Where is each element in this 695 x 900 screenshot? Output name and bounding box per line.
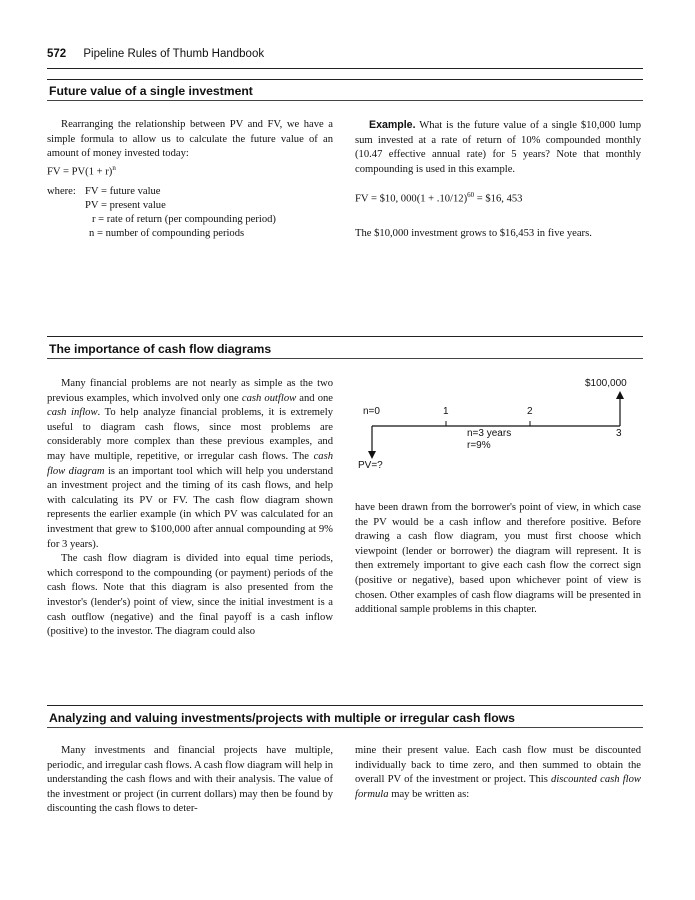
example-formula-exponent: 60 [467,191,475,199]
fv-formula-base: FV = PV(1 + r) [47,166,113,178]
section2-title: The importance of cash flow diagrams [49,342,272,356]
fv-label: $100,000 [585,378,627,389]
example-text: What is the future value of a single $10,000 lump sum invested at a rate of return of 10% compounded monthly (10.47 effective annual rate) for 5 years? Note that monthly compounding is used in this example. [355,120,641,175]
example-formula-result: = $16, 453 [474,193,523,205]
section3-paragraph-1: Many investments and financial projects have multiple, periodic, and irregular cash flows. A cash flow diagram will help in understanding the cash flows and with their analysis. The value of the investment or project (in current dollars) may then be found by discounting the cash flows to deter- [47,745,333,815]
book-title: Pipeline Rules of Thumb Handbook [83,48,265,60]
example-label: Example. [369,119,416,131]
s3p2-part-a: mine their present value. Each cash flow must be discounted individually back to time zero, and then summed to obtain the overall PV of the investment or project. This [355,745,641,786]
fv-formula-exponent: n [112,164,116,172]
section2-paragraph-1 [47,377,333,552]
example-formula-base: FV = $10, 000(1 + .10/12) [355,193,468,205]
fv-arrow-head [616,391,624,399]
section1-top-rule [47,79,643,80]
definition-fv: FV = future value [85,186,161,197]
section3-top-rule [47,705,643,706]
p1-em-cash-outflow: cash outflow [241,392,297,404]
p1-part-d: is an important tool which will help you understand an investment project and the timing of its cash flows, and help with calculating its PV or FV. The cash flow diagram shown represents the earlier example (in which PV was calculated for an investment that grew to $100,000 after annual compounding at 9% for 3 years). [47,465,333,550]
section3-left-column [47,744,333,817]
section2-paragraph-3: have been drawn from the borrower's point of view, in which case the PV would be a cash inflow and therefore positive. Before drawing a cash flow diagram, you must first choose which viewpoint (lender or borrower) the diagram will represent. It is then extremely important to give each cash flow the correct sign (positive or negative), based upon whichever point of view is chosen. Other examples of cash flow diagrams will be presented in additional sample problems in this chapter. [355,502,641,616]
p1-part-a: Many financial problems are not nearly as simple as the two previous examples, which involved only one [47,378,333,404]
cash-flow-diagram [355,373,645,473]
section3-title-rule [47,727,643,728]
fv-formula [47,164,116,178]
section3-title: Analyzing and valuing investments/projects with multiple or irregular cash flows [49,711,515,725]
page-number: 572 [47,48,67,60]
pv-label: PV=? [358,460,383,471]
definition-pv: PV = present value [85,200,166,211]
s3p2-em-formula: discounted cash flow formula [355,774,641,800]
pv-arrow-head [368,451,376,459]
n0-label: n=0 [363,406,380,417]
where-label: where: [47,186,76,197]
section1-intro-text: Rearranging the relationship between PV and FV, we have a simple formula to allow us to calculate the future value of an amount of money invested today: [47,119,333,160]
section2-top-rule [47,336,643,337]
tick-label-3: 3 [616,428,622,439]
section1-title-rule [47,100,643,101]
example-result: The $10,000 investment grows to $16,453 in five years. [355,228,592,239]
p1-em-cash-flow-diagram: cash flow diagram [47,450,333,477]
s3p2-part-b: may be written as: [388,788,470,800]
definition-r: r = rate of return (per compounding period) [92,214,276,225]
rate-label: r=9% [467,440,491,451]
tick-label-1: 1 [443,406,449,417]
p1-part-b: and one [296,392,333,404]
section1-title: Future value of a single investment [49,84,253,98]
section1-intro [47,118,333,162]
section3-right-column [355,744,641,802]
p1-part-c: . To help analyze financial problems, it is extremely useful to diagram cash flows, since most problems are considerably more complex than these previous examples, and may have multiple, repetitive, or irregular cash flows. The [47,407,333,462]
example-formula [355,191,522,205]
section2-left-column [47,377,333,640]
section2-paragraph-2: The cash flow diagram is divided into equal time periods, which correspond to the compounding (or payment) periods of the cash flows. Note that this diagram is also presented from the investor's (lender's) point of view, since the initial investment is a cash outflow (negative) and the final payoff is a cash inflow (positive) to the investor. The diagram could also [47,553,333,638]
section2-right-column [355,501,641,618]
definition-n: n = number of compounding periods [89,228,245,239]
running-header [47,48,264,60]
tick-label-2: 2 [527,406,533,417]
section1-example [355,118,641,177]
section2-title-rule [47,358,643,359]
section3-paragraph-2 [355,744,641,802]
p1-em-cash-inflow: cash inflow [47,407,98,419]
periods-label: n=3 years [467,428,512,439]
header-rule [47,68,643,69]
